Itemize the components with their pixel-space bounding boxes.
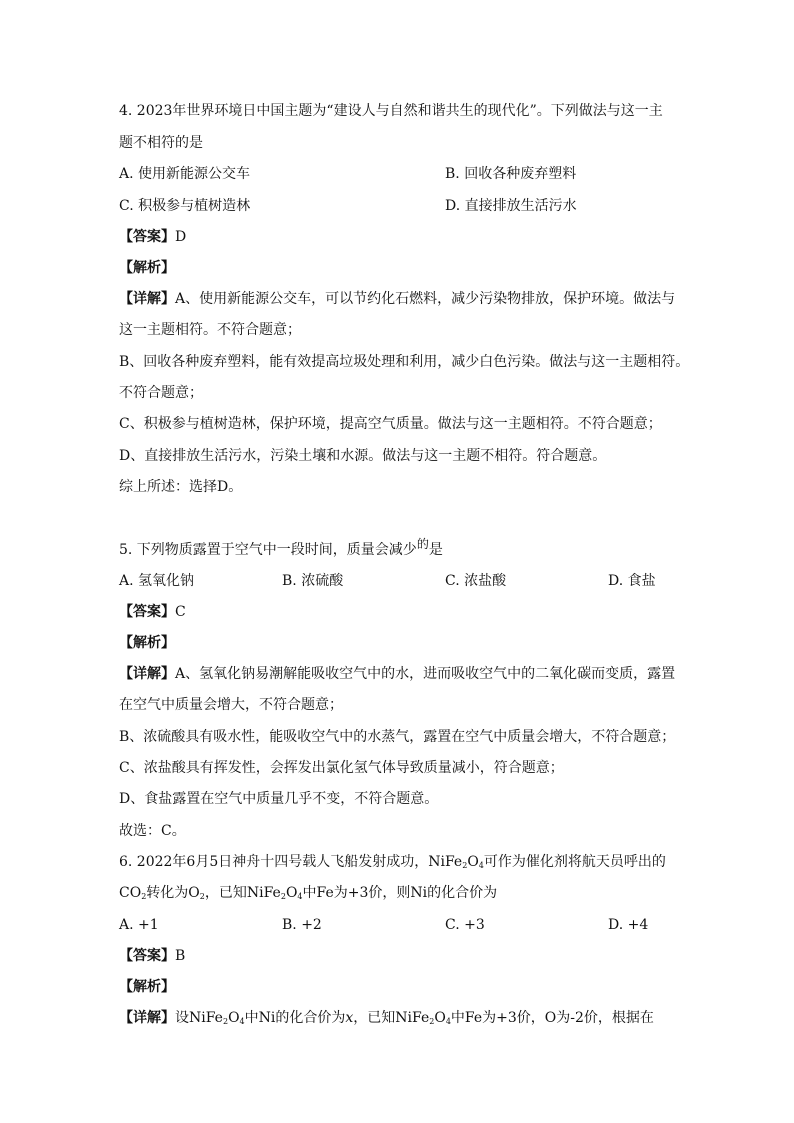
q5-detail-line4: C、浓盐酸具有挥发性，会挥发出氯化氢气体导致质量减小，符合题意； [119, 760, 564, 776]
detail-label: 【详解】 [119, 291, 175, 307]
q5-stem-end: 是 [428, 542, 443, 558]
q6-text: O [467, 854, 479, 870]
q6-detail-line1 [119, 1008, 654, 1028]
q6-text: ，已知NiFe [204, 885, 281, 901]
subscript: 4 [478, 861, 484, 870]
q5-summary: 故选：C。 [119, 823, 186, 839]
answer-label: 【答案】 [119, 948, 175, 964]
q4-stem-line1: 4. 2023年世界环境日中国主题为“建设人与自然和谐共生的现代化”。下列做法与这一主 [119, 103, 663, 119]
q6-text: ，已知NiFe [353, 1010, 430, 1026]
q6-text: 可作为催化剂将航天员呼出的 [483, 854, 666, 870]
answer-label: 【答案】 [119, 229, 175, 245]
q6-text: 中Ni的化合价为 [244, 1010, 346, 1026]
q5-option-b: B. 浓硫酸 [282, 573, 344, 589]
q5-stem-text: 5. 下列物质露置于空气中一段时间，质量会减少 [119, 542, 417, 558]
detail-text: A、氢氧化钠易潮解能吸收空气中的水，进而吸收空气中的二氧化碳而变质，露置 [175, 666, 676, 682]
subscript: 4 [445, 1017, 451, 1026]
q6-analysis-label: 【解析】 [119, 979, 175, 995]
q5-answer [119, 602, 186, 622]
q6-text: 转化为O [146, 885, 200, 901]
q5-detail-line5: D、食盐露置在空气中质量几乎不变，不符合题意。 [119, 791, 439, 807]
q5-option-a: A. 氢氧化钠 [119, 573, 195, 589]
q4-stem-line2: 题不相符的是 [119, 135, 203, 151]
q4-detail-line3: B、回收各种废弃塑料，能有效提高垃圾处理和利用，减少白色污染。做法与这一主题相符。 [119, 354, 690, 370]
q6-answer [119, 946, 185, 966]
subscript: 2 [222, 1017, 229, 1026]
subscript: 2 [429, 1017, 435, 1026]
q4-detail-line2: 这一主题相符。不符合题意； [119, 322, 301, 338]
answer-value: D [175, 229, 187, 245]
q4-analysis-label: 【解析】 [119, 260, 175, 276]
subscript: 2 [280, 892, 286, 901]
q5-option-d: D. 食盐 [608, 573, 656, 589]
q6-option-b: B. +2 [282, 917, 322, 933]
q4-option-a: A. 使用新能源公交车 [119, 166, 251, 182]
subscript: 4 [239, 1017, 245, 1026]
q6-text: O [228, 1010, 240, 1026]
q4-option-d: D. 直接排放生活污水 [445, 198, 577, 214]
q5-detail-line2: 在空气中质量会增大，不符合题意； [119, 697, 343, 713]
q4-option-b: B. 回收各种废弃塑料 [445, 166, 577, 182]
q5-option-c: C. 浓盐酸 [445, 573, 507, 589]
q5-stem-de: 的 [416, 537, 429, 551]
q5-analysis-label: 【解析】 [119, 635, 175, 651]
q6-text: 6. 2022年6月5日神舟十四号载人飞船发射成功，NiFe [119, 854, 463, 870]
q4-answer [119, 227, 186, 247]
q6-option-c: C. +3 [445, 917, 485, 933]
answer-value: B [175, 948, 186, 964]
detail-text: A、使用新能源公交车，可以节约化石燃料，减少污染物排放，保护环境。做法与 [175, 291, 676, 307]
q6-text: O [285, 885, 298, 901]
subscript: 2 [462, 861, 468, 870]
subscript: 4 [297, 892, 303, 901]
variable-x: x [345, 1010, 354, 1026]
q6-stem-line2 [119, 883, 497, 903]
answer-value: C [175, 604, 186, 620]
q5-stem [119, 537, 443, 560]
q6-stem-line1 [119, 852, 666, 872]
q4-detail-line1 [119, 289, 675, 309]
q6-text: CO [119, 885, 142, 901]
q6-text: 中Fe为+3价，O为-2价，根据在 [450, 1010, 654, 1026]
q4-detail-line6: D、直接排放生活污水，污染土壤和水源。做法与这一主题不相符。符合题意。 [119, 448, 607, 464]
q4-detail-line5: C、积极参与植树造林，保护环境，提高空气质量。做法与这一主题相符。不符合题意； [119, 416, 662, 432]
q5-detail-line1 [119, 664, 675, 684]
subscript: 2 [141, 892, 147, 901]
subscript: 2 [199, 892, 205, 901]
q6-text: O [434, 1010, 446, 1026]
q4-detail-line4: 不符合题意； [119, 385, 203, 401]
q6-text: 设NiFe [175, 1010, 223, 1026]
q5-detail-line3: B、浓硫酸具有吸水性，能吸收空气中的水蒸气，露置在空气中质量会增大，不符合题意； [119, 729, 676, 745]
q4-summary: 综上所述：选择D。 [119, 479, 243, 495]
detail-label: 【详解】 [119, 666, 175, 682]
q6-option-a: A. +1 [119, 917, 159, 933]
answer-label: 【答案】 [119, 604, 175, 620]
detail-label: 【详解】 [119, 1010, 175, 1026]
q6-option-d: D. +4 [608, 917, 649, 933]
q4-option-c: C. 积极参与植树造林 [119, 198, 251, 214]
q6-text: 中Fe为+3价，则Ni的化合价为 [302, 885, 498, 901]
